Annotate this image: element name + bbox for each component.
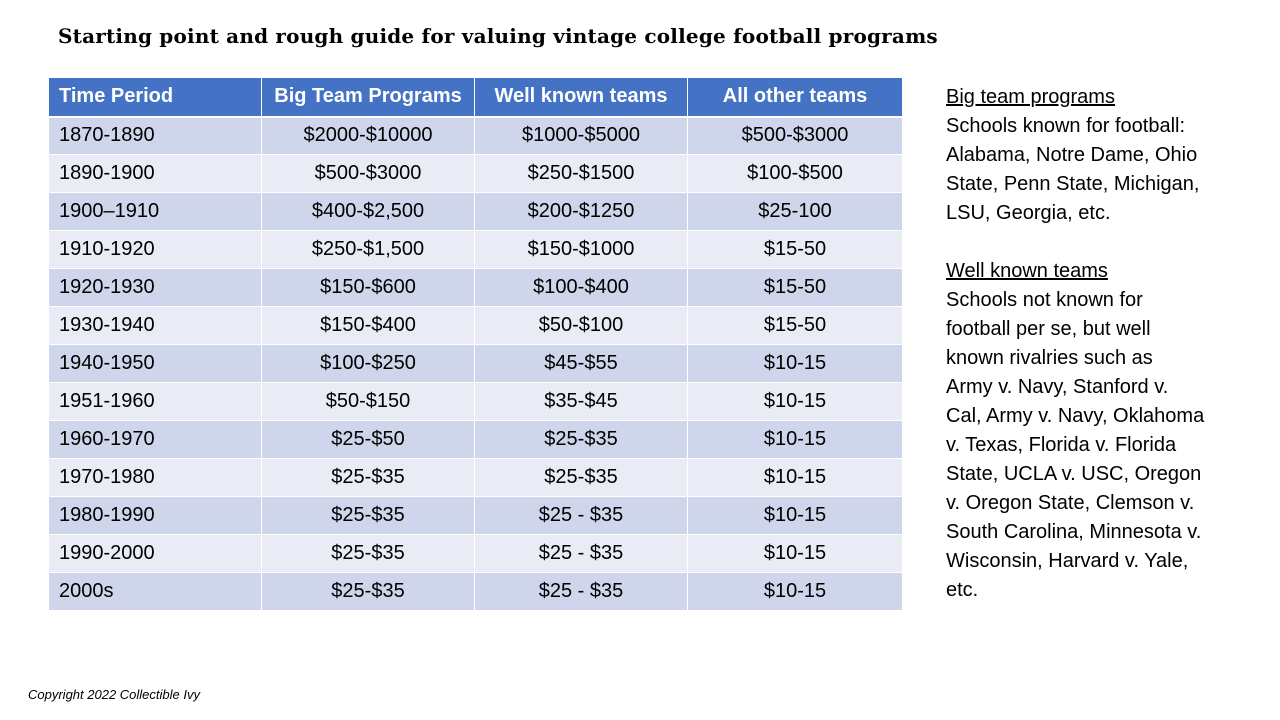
definition-line: Army v. Navy, Stanford v.: [946, 376, 1169, 398]
table-header-row: [49, 78, 903, 117]
cell-well-known: $50-$100: [475, 307, 688, 345]
definition-line: Wisconsin, Harvard v. Yale,: [946, 550, 1189, 572]
cell-well-known: $25 - $35: [475, 573, 688, 611]
cell-big-team: $25-$35: [262, 497, 475, 535]
definition-line: State, UCLA v. USC, Oregon: [946, 463, 1202, 485]
definition-line: football per se, but well: [946, 318, 1151, 340]
definition-line: State, Penn State, Michigan,: [946, 173, 1200, 195]
cell-all-other: $100-$500: [688, 155, 903, 193]
cell-big-team: $400-$2,500: [262, 193, 475, 231]
legend-sidebar: [946, 83, 1246, 605]
cell-time-period: 1930-1940: [49, 307, 262, 345]
cell-all-other: $10-15: [688, 383, 903, 421]
table-row: [49, 231, 903, 269]
cell-time-period: 1890-1900: [49, 155, 262, 193]
table-row: [49, 307, 903, 345]
cell-big-team: $25-$50: [262, 421, 475, 459]
table-row: [49, 421, 903, 459]
definition-line: known rivalries such as: [946, 347, 1153, 369]
cell-time-period: 1980-1990: [49, 497, 262, 535]
definition-line: LSU, Georgia, etc.: [946, 202, 1111, 224]
definition-line: Alabama, Notre Dame, Ohio: [946, 144, 1198, 166]
cell-time-period: 1951-1960: [49, 383, 262, 421]
copyright-notice: Copyright 2022 Collectible Ivy: [28, 687, 200, 702]
cell-all-other: $10-15: [688, 573, 903, 611]
cell-time-period: 1920-1930: [49, 269, 262, 307]
cell-all-other: $15-50: [688, 231, 903, 269]
cell-all-other: $15-50: [688, 307, 903, 345]
table-row: [49, 459, 903, 497]
cell-all-other: $10-15: [688, 459, 903, 497]
well-known-heading: Well known teams: [946, 260, 1108, 282]
cell-big-team: $2000-$10000: [262, 117, 475, 155]
cell-all-other: $10-15: [688, 421, 903, 459]
table-row: [49, 573, 903, 611]
cell-time-period: 1900–1910: [49, 193, 262, 231]
cell-big-team: $250-$1,500: [262, 231, 475, 269]
header-big-team-programs: Big Team Programs: [262, 78, 475, 117]
cell-big-team: $25-$35: [262, 573, 475, 611]
definition-line: Schools known for football:: [946, 115, 1186, 137]
cell-well-known: $1000-$5000: [475, 117, 688, 155]
table-row: [49, 345, 903, 383]
header-all-other-teams: All other teams: [688, 78, 903, 117]
cell-time-period: 1940-1950: [49, 345, 262, 383]
cell-well-known: $25 - $35: [475, 497, 688, 535]
table-row: [49, 535, 903, 573]
cell-all-other: $10-15: [688, 497, 903, 535]
cell-all-other: $25-100: [688, 193, 903, 231]
well-known-definition: [946, 257, 1246, 605]
cell-well-known: $45-$55: [475, 345, 688, 383]
valuation-table: [48, 77, 902, 611]
cell-big-team: $25-$35: [262, 535, 475, 573]
cell-time-period: 1970-1980: [49, 459, 262, 497]
cell-big-team: $100-$250: [262, 345, 475, 383]
table-row: [49, 193, 903, 231]
cell-well-known: $25-$35: [475, 421, 688, 459]
big-team-heading: Big team programs: [946, 86, 1115, 108]
cell-well-known: $200-$1250: [475, 193, 688, 231]
page-title: Starting point and rough guide for valuing vintage college football programs: [58, 24, 938, 48]
cell-big-team: $25-$35: [262, 459, 475, 497]
definition-line: South Carolina, Minnesota v.: [946, 521, 1202, 543]
cell-big-team: $500-$3000: [262, 155, 475, 193]
table-row: [49, 155, 903, 193]
cell-well-known: $35-$45: [475, 383, 688, 421]
cell-all-other: $500-$3000: [688, 117, 903, 155]
definition-line: v. Texas, Florida v. Florida: [946, 434, 1177, 456]
definition-line: etc.: [946, 579, 979, 601]
cell-all-other: $10-15: [688, 535, 903, 573]
cell-well-known: $150-$1000: [475, 231, 688, 269]
definition-line: Cal, Army v. Navy, Oklahoma: [946, 405, 1205, 427]
cell-big-team: $50-$150: [262, 383, 475, 421]
cell-big-team: $150-$600: [262, 269, 475, 307]
cell-time-period: 1990-2000: [49, 535, 262, 573]
cell-well-known: $100-$400: [475, 269, 688, 307]
cell-time-period: 2000s: [49, 573, 262, 611]
definition-line: v. Oregon State, Clemson v.: [946, 492, 1195, 514]
big-team-definition: [946, 83, 1246, 228]
definition-line: Schools not known for: [946, 289, 1143, 311]
table-row: [49, 117, 903, 155]
cell-all-other: $15-50: [688, 269, 903, 307]
table-row: [49, 383, 903, 421]
cell-all-other: $10-15: [688, 345, 903, 383]
cell-time-period: 1960-1970: [49, 421, 262, 459]
header-well-known-teams: Well known teams: [475, 78, 688, 117]
cell-well-known: $250-$1500: [475, 155, 688, 193]
header-time-period: Time Period: [49, 78, 262, 117]
table-row: [49, 269, 903, 307]
table-row: [49, 497, 903, 535]
cell-well-known: $25 - $35: [475, 535, 688, 573]
cell-well-known: $25-$35: [475, 459, 688, 497]
cell-time-period: 1910-1920: [49, 231, 262, 269]
cell-time-period: 1870-1890: [49, 117, 262, 155]
cell-big-team: $150-$400: [262, 307, 475, 345]
